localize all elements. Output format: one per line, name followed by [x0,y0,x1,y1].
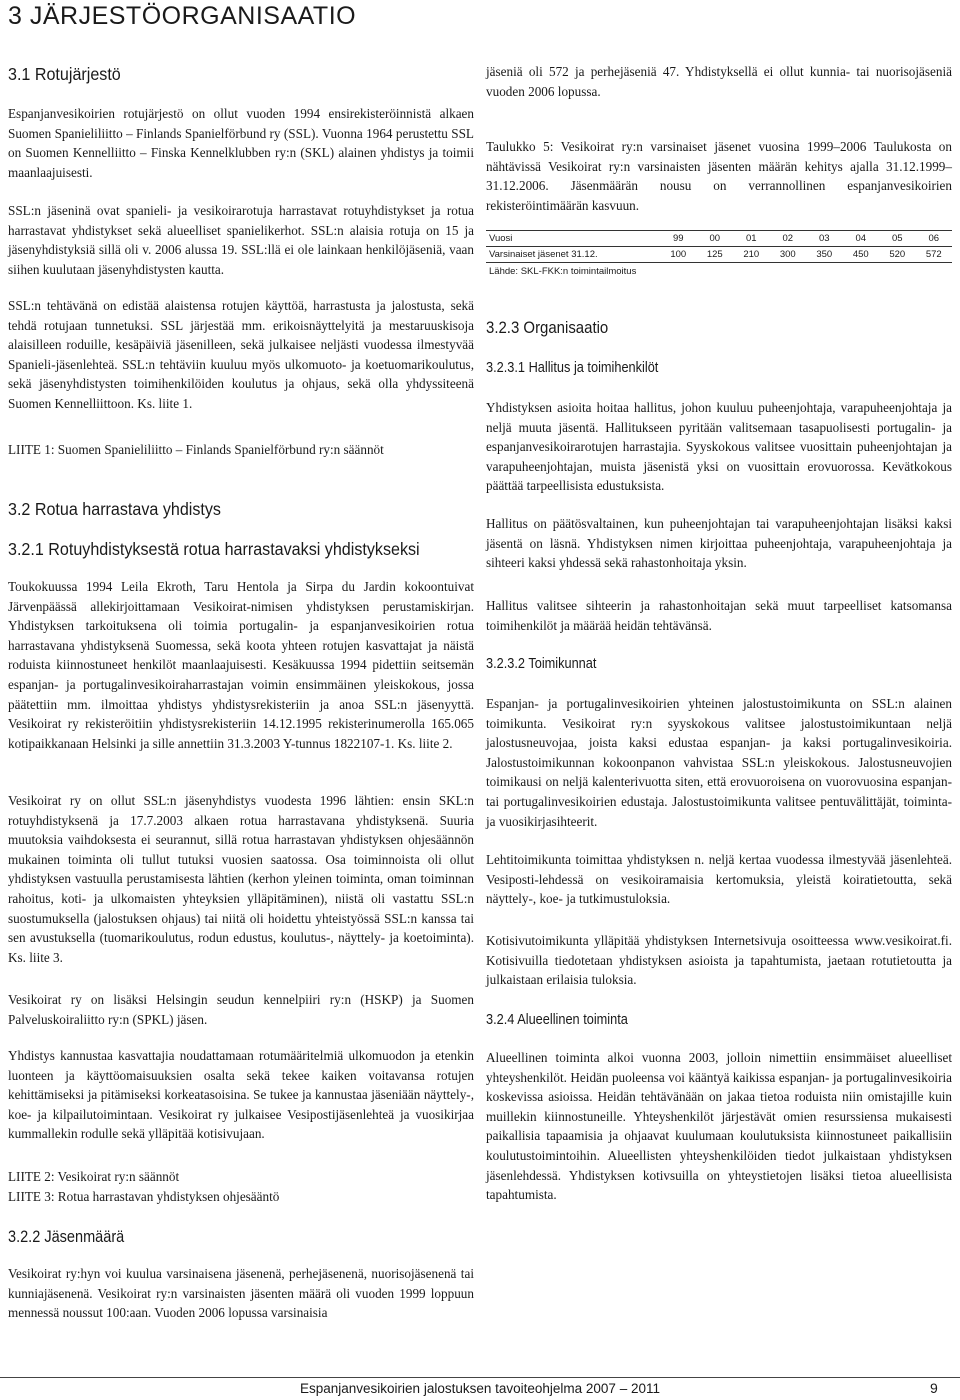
section-3-2-3-1-heading: 3.2.3.1 Hallitus ja toimihenkilöt [486,360,659,376]
table-value-cell: 350 [806,247,843,263]
section-3-2-4-paragraph-1: Alueellinen toiminta alkoi vuonna 2003, jolloin nimettiin ensimmäiset alueelliset yhteyshenkilöt. Heidän puoleensa voi kääntyä kaikissa espanjan- ja portugalinvesikoiria koskevissa asioissa. Heidän tehtävänään on jakaa tietoa roduista niin omistajille kuin muillekin kiinnostuneille. Yhteyshenkilöt järjestävät omien resurssiensa mukaisesti paikallisia tapaamisia ja ohjaavat kuulumaan koulutuksista kiinnostuneet paikallisiin koulutustoimintoihin. Alueellisten yhteyshenkilöiden tiedot julkaistaan yhdistyksen jäsenlehdessä. Yhdistyksen kotivsuilla on yhteystietojen lisäksi tietoa alueellisista tapahtumista. [486,1050,952,1203]
appendix-3-ref: LIITE 3: Rotua harrastavan yhdistyksen ohjesääntö [8,1189,280,1204]
table-value-cell: 520 [879,247,916,263]
page-number: 9 [930,1380,938,1396]
section-3-2-3-2-heading: 3.2.3.2 Toimikunnat [486,656,597,672]
section-3-2-1-paragraph-4: Yhdistys kannustaa kasvattajia noudattamaan rotumääritelmiä ulkomuodon ja etenkin luonteen ja käyttöomaisuuksien osalta sekä tekee kaiken voitavansa rotujen kehittämiseksi ja pitämiseksi korkeatasoisina. Se tukee ja kannustaa jäseniään näyttely-, koe- ja kilpailutoimintaan. Vesikoirat ry julkaisee Vesipostijäsenlehteä ja vuosikirjaa kummallekin rodulle sekä ylläpitää kotisivujaan. [8,1048,474,1142]
table-row-label: Varsinaiset jäsenet 31.12. [486,247,660,263]
chapter-title: 3 JÄRJESTÖORGANISAATIO [8,2,357,30]
table-value-cell: 572 [916,247,953,263]
table-source: Lähde: SKL-FKK:n toimintailmoitus [489,266,637,277]
section-3-2-2-heading: 3.2.2 Jäsenmäärä [8,1228,125,1246]
table-year-cell: 02 [770,231,807,247]
section-3-2-heading: 3.2 Rotua harrastava yhdistys [8,499,221,519]
section-3-1-paragraph-1: Espanjanvesikoirien rotujärjestö on ollut vuoden 1994 ensirekisteröinnistä alkaen Suomen Spanieliliitto – Finlands Spanielförbund ry (SSL). Vuonna 1964 perustettu SSL on Suomen Kennelliitto – Finska Kennelklubben ry:n (SKL) alainen yhdistys ja toimii maanlaajuisesti. [8,106,474,180]
table-value-cell: 210 [733,247,770,263]
appendix-2-ref: LIITE 2: Vesikoirat ry:n säännöt [8,1169,180,1184]
section-3-2-3-heading: 3.2.3 Organisaatio [486,318,609,337]
table-value-cell: 100 [660,247,697,263]
section-3-2-1-paragraph-2: Vesikoirat ry on ollut SSL:n jäsenyhdistys vuodesta 1996 lähtien: ensin SKL:n rotuyhdistyksenä ja 17.7.2003 alkaen rotua harrastavana yhdistyksenä. Suuria muutoksia vaihdoksesta ei seurannut, sillä rotua harrastavan yhdistyksen ohjesäännön mukainen toiminta oli tullut tutuksi vuosien saatossa. Osa toiminnoista oli ollut yhdistyksen vastuulla perustamisesta lähtien (kerhon yleinen toiminta, oman toiminnan rahoitus, koti- ja ulkomaisten yhteyksien ylläpitäminen), niistä oli vastattu SSL:n suostumuksella (jalostuksen ohjaus) tai niitä oli hoidettu yhteistyössä SSL:n kanssa tai sen avustuksella (tuomarikoulutus, rodun edustus, koulutus-, näyttely- ja koetoiminta). Ks. liite 3. [8,793,474,965]
section-3-2-3-2-paragraph-1: Espanjan- ja portugalinvesikoirien yhteinen jalostustoimikunta on SSL:n alainen toimikunta. Vesikoirat ry:n syyskokous valitsee jalostustoimikuntaan neljä jalostusneuvojaa, joista kaksi edustaa espanjan- ja kaksi portugalinvesikoiria. Jalostustoimikunnan kokoonpanon vahvistaa SSL:n yleiskokous. Jalostusneuvojien toimikausi on neljä kalenterivuotta siten, että erovuoroisena on vuorovuosina espanjan- tai portugalinvesikoirien edustaja. Jalostustoimikunta valitsee pentuvälittäjät, toiminta- ja vuosikirjasihteerit. [486,696,952,829]
section-3-2-4-heading: 3.2.4 Alueellinen toiminta [486,1012,628,1028]
table-year-cell: 00 [697,231,734,247]
members-table-data-row [486,247,952,263]
section-3-2-1-paragraph-3: Vesikoirat ry on lisäksi Helsingin seudun kennelpiiri ry:n (HSKP) ja Suomen Palveluskoiraliitto ry:n (SPKL) jäsen. [8,992,474,1027]
table-header-label: Vuosi [486,231,660,247]
table-year-cell: 05 [879,231,916,247]
section-3-1-paragraph-3: SSL:n tehtävänä on edistää alaistensa rotujen käyttöä, harrastusta ja jalostusta, sekä tehdä rotujaan tunnetuksi. SSL järjestää mm. erikoisnäyttelyitä ja mestaruuskisoja alaisilleen roduille, kesäpäiviä jäsenilleen, sekä julkaisee neljästi vuodessa ilmestyvää Spanieli-jäsenlehteä. SSL:n tehtäviin kuuluu myös ulkomuoto- ja koetuomarikoulutus, sekä jäsenyhdistysten toimihenkilöiden koulutus ja ohjaus, sekä olla yhdyssiteenä Suomen Kennelliittoon. Ks. liite 1. [8,298,474,411]
appendix-1-ref: LIITE 1: Suomen Spanieliliitto – Finlands Spanielförbund ry:n säännöt [8,442,384,457]
table-year-cell: 04 [843,231,880,247]
section-3-1-heading: 3.1 Rotujärjestö [8,64,121,84]
footer-title: Espanjanvesikoirien jalostuksen tavoiteohjelma 2007 – 2011 [300,1381,660,1396]
table-value-cell: 300 [770,247,807,263]
members-table-header-row [486,231,952,247]
table-year-cell: 03 [806,231,843,247]
table-year-cell: 01 [733,231,770,247]
section-3-2-1-heading: 3.2.1 Rotuyhdistyksestä rotua harrastavaksi yhdistykseksi [8,539,420,559]
section-3-2-1-paragraph-1: Toukokuussa 1994 Leila Ekroth, Taru Hentola ja Sirpa du Jardin kokoontuivat Järvenpäässä allekirjoittamaan Vesikoirat-nimisen yhdistyksen perustamiskirjan. Yhdistyksen tarkoituksena oli toimia portugalin- ja espanjanvesikoirien rotua harrastavana yhdistyksenä Suomessa, sekä koota yhteen rotujen kasvattajat ja näistä roduista kiinnostuneet henkilöt maanlaajuisesti. Kesäkuussa 1994 pidettiin seitsemän espanjan- ja portugalinvesikoiraharrastajan voimin ensimmäinen yleiskokous, jossa päätettiin mm. ilmoittaa yhdistys yhdistysrekisteriin ja anoa SSL:n jäsenyyttä. Vesikoirat ry rekisteröitiin yhdistysrekisteriin 14.12.1995 rekisterinumerolla 165.065 kotipaikkanaan Helsinki ja sille annettiin 31.3.2003 Y-tunnus 1822107-1. Ks. liite 2. [8,579,474,751]
members-table [486,230,952,263]
section-3-2-3-2-paragraph-2: Lehtitoimikunta toimittaa yhdistyksen n. neljä kertaa vuodessa ilmestyvää jäsenlehteä. Vesiposti-lehdessä on vesikoiramaisia kertomuksia, yleistä koiratietoutta, sekä näyttely-, koe- ja tutkimustuloksia. [486,852,952,907]
section-3-1-paragraph-2: SSL:n jäseninä ovat spanieli- ja vesikoirarotuja harrastavat rotuyhdistykset ja rotua harrastavat yhdistykset sekä alueelliset spanielikerhot. SSL:n alaisia rotuja on 15 ja jäsenyhdistyksiä sillä oli v. 2006 alussa 19. SSL:llä ei ole lainkaan henkilöjäseniä, vaan siihen kuulutaan jäsenyhdistysten kautta. [8,203,474,277]
table-year-cell: 06 [916,231,953,247]
section-3-2-3-1-paragraph-2: Hallitus on päätösvaltainen, kun puheenjohtajan tai varapuheenjohtajan lisäksi kaksi jäsentä on läsnä. Yhdistyksen nimen kirjoittaa puheenjohtaja, varapuheenjohtaja ja sihteeri kaksi yhdessä sekä rahastonhoitaja yksin. [486,516,952,571]
footer-divider [0,1377,960,1378]
table-value-cell: 125 [697,247,734,263]
table-year-cell: 99 [660,231,697,247]
section-3-2-3-1-paragraph-1: Yhdistyksen asioita hoitaa hallitus, johon kuuluu puheenjohtaja, varapuheenjohtaja ja neljä muuta jäsentä. Hallitukseen pyritään valitsemaan tasapuolisesti portugalin- ja espanjanvesikoirarotujen harrastajia. Syyskokous valitsee vuosittain puheenjohtajan ja varapuheenjohtajan, muista jäsenistä yksi on vuosittain erovuorossa. Kevätkokous päättää tarpeellisista edustuksista. [486,400,952,494]
table-5-caption: Taulukko 5: Vesikoirat ry:n varsinaiset jäsenet vuosina 1999–2006 Taulukosta on nähtävissä Vesikoirat ry:n varsinaisten jäsenten määrän kehitys ajalla 31.12.1999–31.12.2006. Jäsenmäärän nousu on verrannollinen espanjanvesikoirien rekisteröintimäärän kasvuun. [486,139,952,213]
section-3-2-2-paragraph-1: Vesikoirat ry:hyn voi kuulua varsinaisena jäsenenä, perhejäsenenä, nuorisojäsenenä tai kunniajäsenenä. Vesikoirat ry:n varsinaisten jäsenten määrä oli vuoden 1999 loppuun mennessä noussut 100:aan. Vuoden 2006 lopussa varsinaisia [8,1266,474,1321]
section-3-2-3-2-paragraph-3: Kotisivutoimikunta ylläpitää yhdistyksen Internetsivuja osoitteessa www.vesikoirat.fi. Kotisivuilla tiedotetaan yhdistyksen asioista ja tapahtumista, jaetaan rotutietoutta ja julkaistaan erilaisia tuloksia. [486,933,952,988]
table-value-cell: 450 [843,247,880,263]
membership-continued-paragraph: jäseniä oli 572 ja perhejäseniä 47. Yhdistyksellä ei ollut kunnia- tai nuorisojäseniä vuoden 2006 lopussa. [486,64,952,99]
section-3-2-3-1-paragraph-3: Hallitus valitsee sihteerin ja rahastonhoitajan sekä muut tarpeelliset katsomansa toimihenkilöt ja määrää heidän tehtävänsä. [486,598,952,633]
